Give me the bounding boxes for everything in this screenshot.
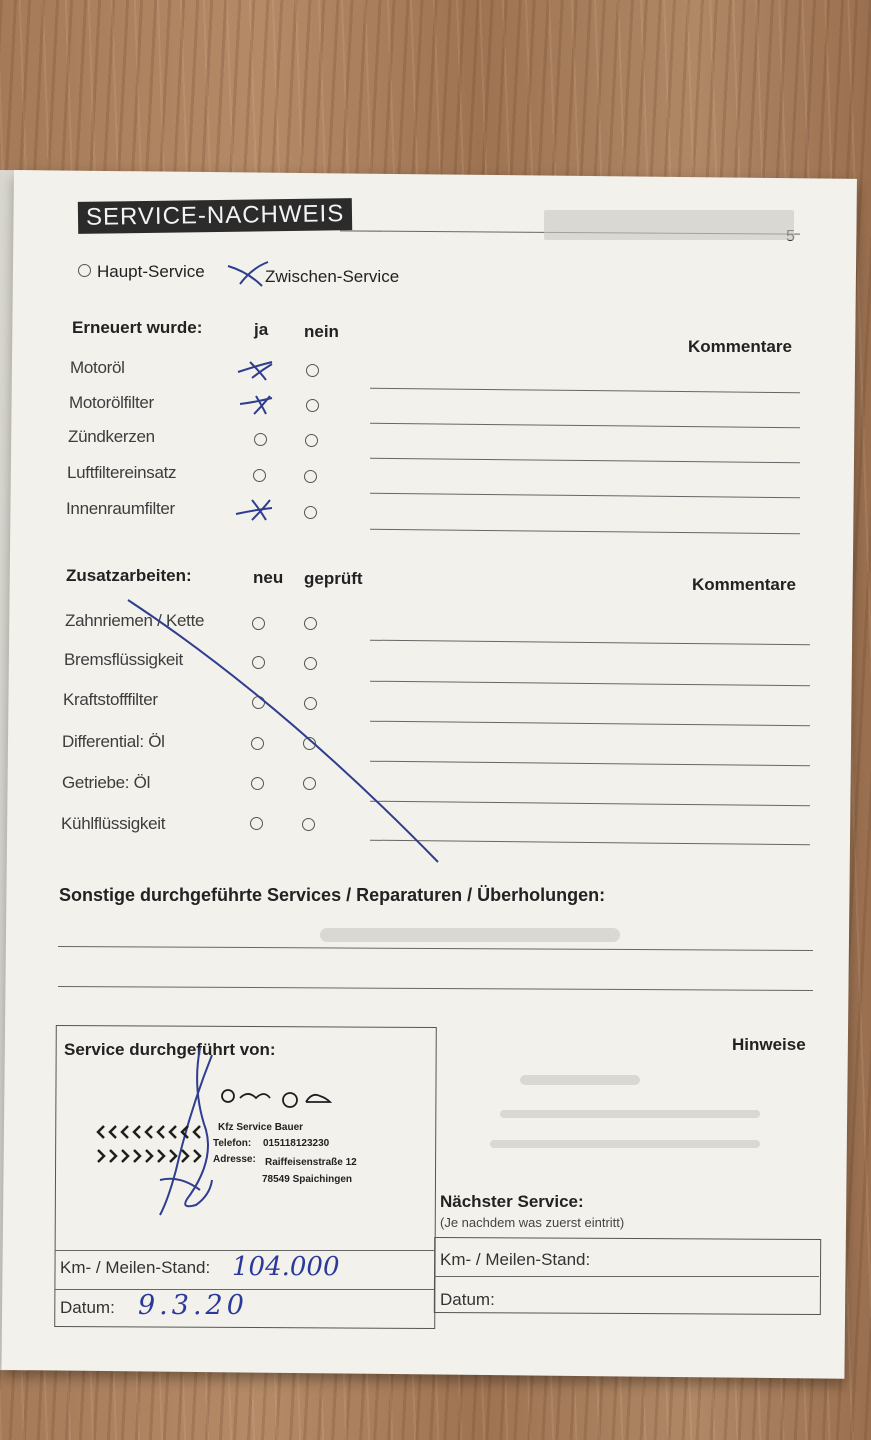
item-luftfilter: Luftfiltereinsatz	[67, 463, 177, 482]
stamp-city: 78549 Spaichingen	[262, 1174, 353, 1185]
col-neu: neu	[253, 568, 284, 587]
zwischen-service-check-mark	[228, 262, 268, 286]
item-zuendkerzen: Zündkerzen	[68, 427, 155, 446]
stamp-name: Kfz Service Bauer	[218, 1122, 304, 1133]
next-km-label: Km- / Meilen-Stand:	[440, 1250, 591, 1269]
innenraumfilter-ja-check-mark	[236, 500, 272, 520]
signature-mark	[160, 1048, 212, 1215]
kommentare-heading-1: Kommentare	[688, 337, 792, 356]
stamp-chevrons	[98, 1126, 200, 1162]
next-datum-label: Datum:	[440, 1290, 495, 1309]
col-nein: nein	[304, 322, 339, 341]
item-getriebe: Getriebe: Öl	[62, 773, 151, 792]
hinweise-heading: Hinweise	[732, 1035, 806, 1054]
haupt-service-label: Haupt-Service	[97, 262, 205, 281]
stamp-brand-logos	[222, 1090, 330, 1107]
col-geprueft: geprüft	[304, 569, 363, 588]
stamp-address-label: Adresse:	[213, 1154, 256, 1165]
datum-value[interactable]: 9.3.20	[138, 1290, 248, 1321]
datum-label: Datum:	[60, 1298, 115, 1317]
service-by-heading: Service durchgeführt von:	[64, 1040, 276, 1059]
motoroelfilter-ja-check-mark	[240, 396, 272, 414]
bleed-through-marks	[320, 210, 794, 1148]
km-value[interactable]: 104.000	[232, 1252, 340, 1282]
item-kuehlfluessigkeit: Kühlflüssigkeit	[61, 814, 166, 833]
kommentare-heading-2: Kommentare	[692, 575, 796, 594]
stamp-phone-label: Telefon:	[213, 1138, 252, 1149]
stamp-street: Raiffeisenstraße 12	[265, 1157, 357, 1168]
item-bremsfluessigkeit: Bremsflüssigkeit	[64, 650, 183, 669]
item-kraftstofffilter: Kraftstofffilter	[63, 690, 158, 709]
zwischen-service-label: Zwischen-Service	[265, 267, 400, 286]
motoroel-ja-check-mark	[238, 362, 272, 380]
page-title: SERVICE-NACHWEIS	[78, 198, 353, 234]
next-service-heading: Nächster Service:	[440, 1192, 584, 1211]
stamp-phone: 015118123230	[263, 1138, 330, 1149]
next-service-note: (Je nachdem was zuerst eintritt)	[440, 1215, 625, 1230]
item-motoroel: Motoröl	[70, 358, 125, 377]
erneuert-heading: Erneuert wurde:	[72, 318, 203, 337]
item-differential: Differential: Öl	[62, 732, 165, 751]
zusatz-heading: Zusatzarbeiten:	[66, 566, 192, 585]
item-innenraumfilter: Innenraumfilter	[66, 499, 175, 518]
strike-through-line	[128, 600, 438, 862]
km-label: Km- / Meilen-Stand:	[60, 1258, 211, 1277]
col-ja: ja	[254, 320, 269, 339]
item-motoroelfilter: Motorölfilter	[69, 393, 154, 412]
sonstige-heading: Sonstige durchgeführte Services / Reparaturen / Überholungen:	[59, 885, 606, 905]
item-zahnriemen: Zahnriemen / Kette	[65, 611, 205, 630]
